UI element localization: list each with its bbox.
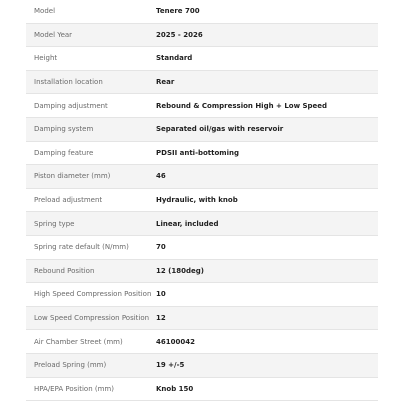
spec-value: 70 bbox=[156, 243, 378, 251]
spec-label: Preload adjustment bbox=[26, 196, 156, 204]
spec-label: Damping feature bbox=[26, 149, 156, 157]
spec-row-spring-rate bbox=[26, 236, 378, 260]
spec-label: Air Chamber Street (mm) bbox=[26, 338, 156, 346]
spec-value: 46100042 bbox=[156, 338, 378, 346]
spec-label: Spring type bbox=[26, 220, 156, 228]
spec-row-model bbox=[26, 0, 378, 24]
spec-value: Standard bbox=[156, 54, 378, 62]
spec-row-damping-system bbox=[26, 118, 378, 142]
spec-value: 12 (180deg) bbox=[156, 267, 378, 275]
spec-row-height bbox=[26, 47, 378, 71]
spec-label: Rebound Position bbox=[26, 267, 156, 275]
spec-row-low-speed-compression bbox=[26, 307, 378, 331]
spec-value: 12 bbox=[156, 314, 378, 322]
spec-label: High Speed Compression Position bbox=[26, 290, 156, 298]
spec-value: Rear bbox=[156, 78, 378, 86]
spec-value: Knob 150 bbox=[156, 385, 378, 393]
spec-row-preload-spring bbox=[26, 354, 378, 378]
spec-label: Height bbox=[26, 54, 156, 62]
spec-row-high-speed-compression bbox=[26, 283, 378, 307]
spec-value: PDSII anti-bottoming bbox=[156, 149, 378, 157]
spec-label: Installation location bbox=[26, 78, 156, 86]
spec-row-damping-adjustment bbox=[26, 94, 378, 118]
spec-row-spring-type bbox=[26, 212, 378, 236]
spec-label: HPA/EPA Position (mm) bbox=[26, 385, 156, 393]
spec-label: Model bbox=[26, 7, 156, 15]
spec-label: Spring rate default (N/mm) bbox=[26, 243, 156, 251]
specifications-table bbox=[26, 0, 378, 401]
spec-value: Separated oil/gas with reservoir bbox=[156, 125, 378, 133]
spec-value: Rebound & Compression High + Low Speed bbox=[156, 102, 378, 110]
spec-value: Tenere 700 bbox=[156, 7, 378, 15]
spec-value: Linear, included bbox=[156, 220, 378, 228]
spec-value: 2025 - 2026 bbox=[156, 31, 378, 39]
spec-row-rebound-position bbox=[26, 260, 378, 284]
spec-row-hpa-epa-position bbox=[26, 378, 378, 401]
spec-row-piston-diameter bbox=[26, 165, 378, 189]
spec-row-model-year bbox=[26, 24, 378, 48]
spec-label: Preload Spring (mm) bbox=[26, 361, 156, 369]
spec-row-damping-feature bbox=[26, 142, 378, 166]
spec-row-installation-location bbox=[26, 71, 378, 95]
spec-row-preload-adjustment bbox=[26, 189, 378, 213]
spec-label: Piston diameter (mm) bbox=[26, 172, 156, 180]
spec-label: Model Year bbox=[26, 31, 156, 39]
spec-label: Low Speed Compression Position bbox=[26, 314, 156, 322]
spec-value: Hydraulic, with knob bbox=[156, 196, 378, 204]
spec-label: Damping system bbox=[26, 125, 156, 133]
spec-label: Damping adjustment bbox=[26, 102, 156, 110]
spec-value: 10 bbox=[156, 290, 378, 298]
spec-row-air-chamber-street bbox=[26, 330, 378, 354]
spec-value: 19 +/-5 bbox=[156, 361, 378, 369]
spec-value: 46 bbox=[156, 172, 378, 180]
